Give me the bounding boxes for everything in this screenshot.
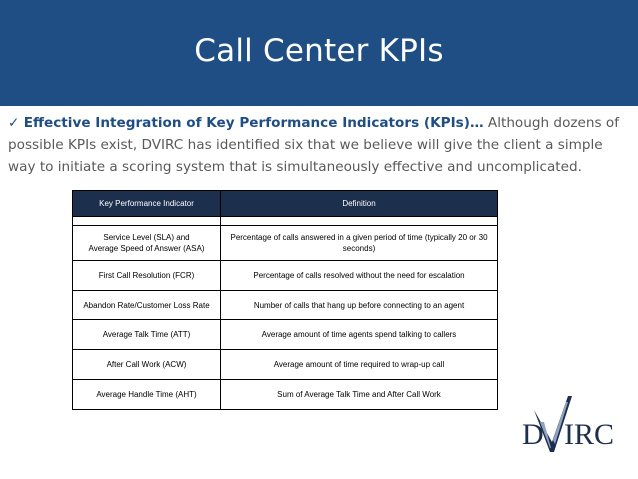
kpi-cell: After Call Work (ACW) (73, 350, 221, 380)
kpi-cell (73, 226, 221, 261)
slide-title: Call Center KPIs (194, 33, 444, 69)
dvirc-logo-mark (520, 392, 630, 456)
checkmark-icon: ✓ (8, 115, 20, 131)
table-row (73, 226, 498, 261)
svg-text:IRC: IRC (564, 418, 615, 451)
intro-paragraph (8, 112, 632, 178)
spacer-cell (73, 217, 221, 226)
kpi-table (72, 190, 498, 410)
title-bar (0, 0, 638, 106)
kpi-cell: First Call Resolution (FCR) (73, 261, 221, 291)
kpi-line: Average Speed of Answer (ASA) (88, 244, 205, 253)
definition-cell: Average amount of time required to wrap-up call (221, 350, 498, 380)
kpi-cell: Abandon Rate/Customer Loss Rate (73, 291, 221, 320)
kpi-cell: Average Handle Time (AHT) (73, 380, 221, 410)
intro-lead: Effective Integration of Key Performance Indicators (KPIs)… (23, 115, 484, 131)
table-row (73, 380, 498, 410)
table-row (73, 320, 498, 350)
kpi-cell: Average Talk Time (ATT) (73, 320, 221, 350)
svg-text:D: D (522, 418, 544, 451)
table-row (73, 350, 498, 380)
spacer-cell (221, 217, 498, 226)
table-row (73, 291, 498, 320)
definition-cell: Percentage of calls resolved without the need for escalation (221, 261, 498, 291)
table-row (73, 261, 498, 291)
spacer-row (73, 217, 498, 226)
definition-cell: Number of calls that hang up before connecting to an agent (221, 291, 498, 320)
dvirc-logo (520, 392, 630, 456)
definition-cell: Average amount of time agents spend talking to callers (221, 320, 498, 350)
header-definition: Definition (221, 191, 498, 217)
definition-cell: Percentage of calls answered in a given period of time (typically 20 or 30 seconds) (221, 226, 498, 261)
kpi-line: Service Level (SLA) and (103, 233, 190, 242)
header-kpi: Key Performance Indicator (73, 191, 221, 217)
table-header-row (73, 191, 498, 217)
definition-cell: Sum of Average Talk Time and After Call Work (221, 380, 498, 410)
intro-body: Although dozens of possible KPIs exist, DVIRC has identified six that we believe will give the client a simple way to initiate a scoring system that is simultaneously effective and uncomplicated. (8, 115, 620, 175)
